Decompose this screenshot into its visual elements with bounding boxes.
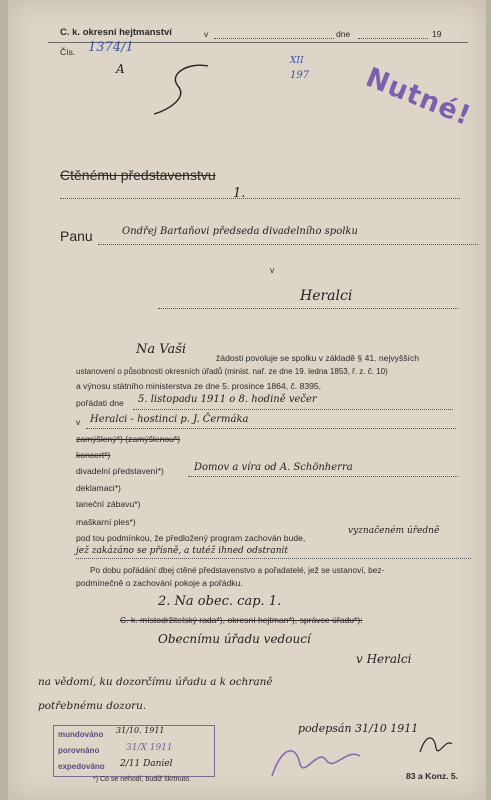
header-dne: dne — [336, 29, 351, 39]
order-line2: podmínečně o zachování pokoje a pořádku. — [76, 578, 243, 588]
maskarni-option: maškarní ples*) — [76, 517, 136, 527]
panu-value: Ondřej Bartaňovi předseda divadelního spolku — [122, 226, 358, 237]
condition-line — [76, 558, 471, 559]
header-v: v — [204, 29, 209, 39]
form-code: 83 a Konz. 5. — [406, 771, 459, 781]
document-sheet — [8, 0, 486, 800]
copy-note: 2. Na obec. cap. 1. — [158, 594, 282, 609]
number-mark: 197 — [290, 70, 310, 81]
divadelni-option: divadelní představení*) — [76, 466, 164, 476]
body-line2: ustanovení o působnosti okresních úřadů (minist. nař. ze dne 19. ledna 1853, ř. z. č. 10) — [76, 367, 388, 376]
header-date-line — [358, 38, 428, 39]
purple-signature — [266, 738, 366, 783]
header-year: 19 — [432, 29, 442, 39]
note-b: v Heralci — [356, 652, 412, 666]
condition-hand-2: jež zakázáno se přísně, a tutéž ihned odstranit — [76, 546, 289, 556]
urgent-stamp: Nutné! — [361, 62, 476, 133]
porovnano-label: porovnáno — [58, 746, 100, 755]
play-line — [188, 476, 458, 477]
month-mark: XII — [290, 56, 304, 66]
routing-stamp — [53, 725, 215, 777]
panu-label: Panu — [60, 228, 93, 244]
event-venue: Heralci - hostinci p. J. Čermáka — [90, 414, 249, 425]
porovnano-value: 31/X 1911 — [126, 743, 173, 753]
board-line — [60, 198, 460, 199]
recipient-v: v — [270, 265, 275, 275]
date-line — [133, 409, 453, 410]
office-heading: C. k. okresní hejtmanství — [60, 27, 172, 38]
venue-v: v — [76, 417, 81, 427]
initials-mark — [416, 730, 456, 760]
recipient-place: Heralci — [300, 288, 353, 304]
authority-line: C. k. místodržitelský rada*), okresní hejtman*), správce úřadu*): — [120, 615, 363, 625]
play-title: Domov a víra od A. Schönherra — [194, 462, 353, 473]
place-line — [158, 308, 458, 309]
poradati-label: pořádati dne — [76, 398, 124, 408]
note-a: Obecnímu úřadu vedoucí — [158, 632, 311, 646]
order-line1: Po dobu pořádání dbej ctěné představenstvo a pořadatelé, jež se ustanoví, bez- — [90, 565, 385, 575]
footnote: *) Co se nehodí, budiž škrtnuto. — [93, 776, 192, 783]
flourish-mark — [148, 60, 228, 120]
crossed-board: Ctěnému představenstvu — [60, 167, 216, 183]
koncert-option: koncert*) — [76, 450, 111, 460]
to-you: Na Vaši — [136, 342, 187, 357]
zamysleny-option: zamýšlený*) (zamýšlenou*) — [76, 434, 181, 444]
body-line3: a výnosu státního ministerstva ze dne 5. prosince 1864, č. 8395, — [76, 381, 322, 391]
venue-line — [86, 428, 456, 429]
panu-line — [98, 244, 478, 245]
body-line1: žádosti povoluje se spolku v základě § 41. nejvyšších — [216, 353, 420, 363]
condition-text: pod tou podmínkou, že předložený program zachován bude, — [76, 533, 306, 543]
cis-sub: A — [116, 62, 125, 76]
event-date: 5. listopadu 1911 o 8. hodině večer — [138, 394, 317, 405]
cis-value: 1374/1 — [88, 40, 134, 55]
deklamaci-option: deklamaci*) — [76, 483, 121, 493]
expedovano-value: 2/11 Daniel — [120, 759, 173, 769]
recipient-number: 1. — [233, 186, 246, 201]
tanecni-option: taneční zábavu*) — [76, 499, 141, 509]
condition-hand-1: vyznačeném úředně — [348, 526, 440, 536]
expedovano-label: expedováno — [58, 762, 105, 771]
mundovano-label: mundováno — [58, 730, 104, 739]
note-d: potřebnému dozoru. — [38, 700, 147, 712]
note-c: na vědomí, ku dozorčímu úřadu a k ochraně — [38, 676, 273, 688]
mundovano-value: 31/10. 1911 — [116, 726, 165, 735]
signature: podepsán 31/10 1911 — [298, 722, 419, 735]
cis-label: Čís. — [60, 47, 76, 57]
header-place-line — [214, 38, 334, 39]
